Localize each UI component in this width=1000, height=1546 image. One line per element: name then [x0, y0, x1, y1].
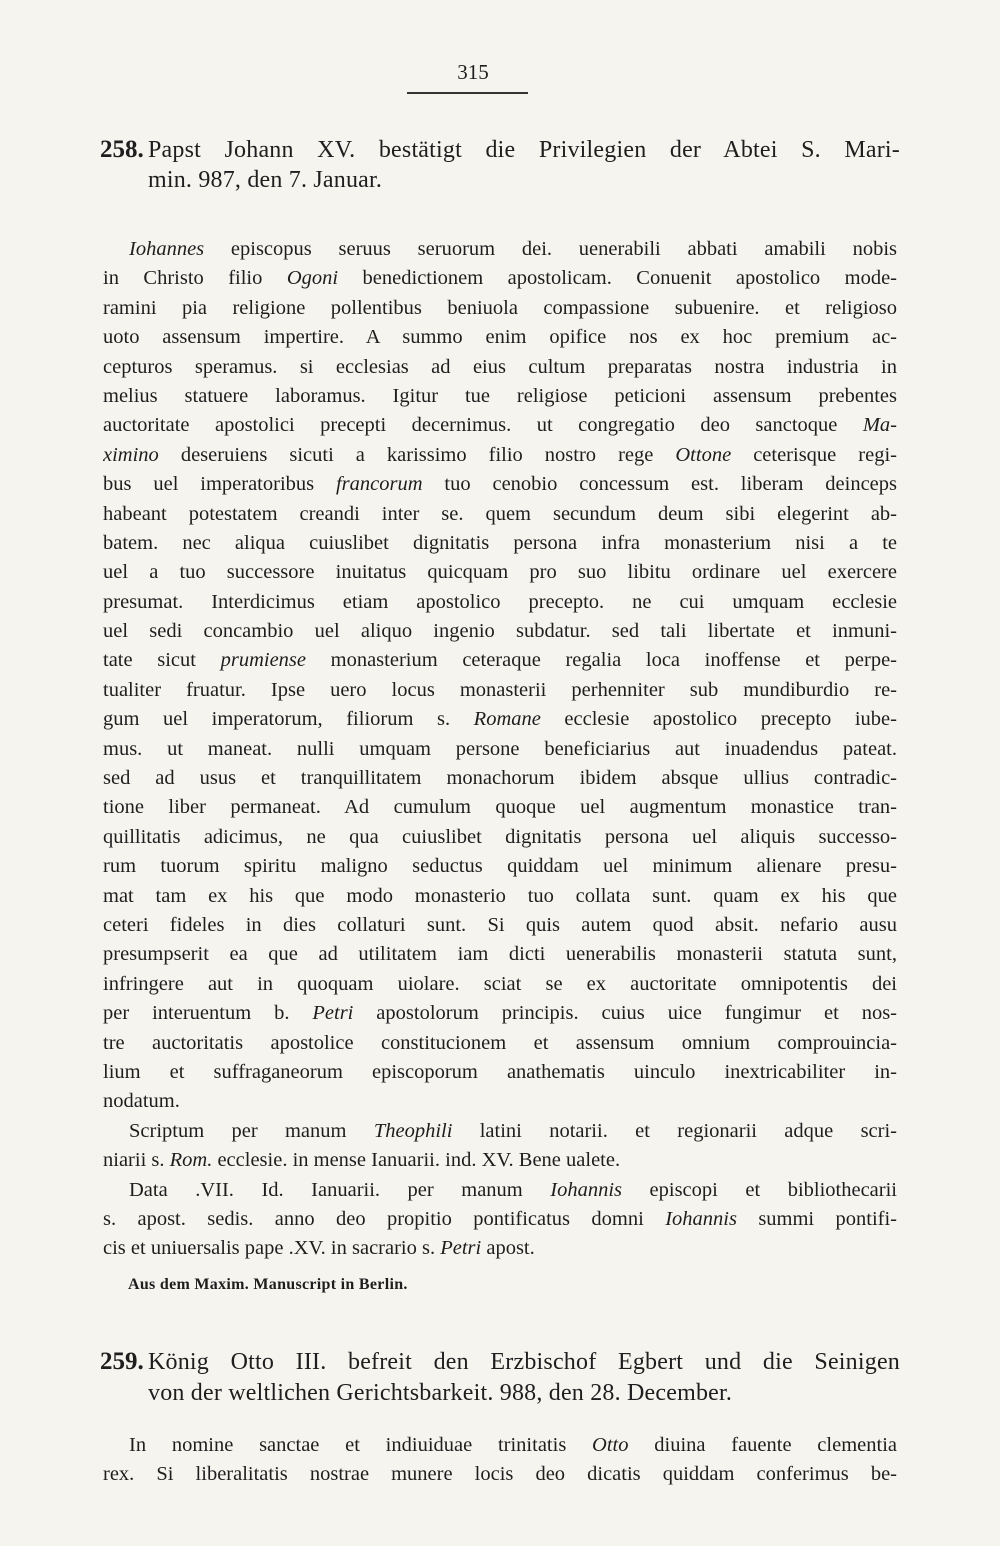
text-line [103, 1431, 897, 1460]
italic-name: Ottone [675, 443, 732, 466]
text-line [103, 646, 897, 675]
text-segment: tualiter fruatur. Ipse uero locus monasterii perhenniter sub mundiburdio re- [103, 678, 897, 701]
text-line [103, 1117, 897, 1146]
text-segment: bus uel imperatoribus [103, 473, 336, 496]
document-title-line: von der weltlichen Gerichtsbarkeit. 988, den 28. December. [148, 1380, 733, 1406]
text-segment: per interuentum b. [103, 1002, 313, 1025]
text-segment: In nomine sanctae et indiuiduae trinitatis [129, 1434, 593, 1456]
text-segment: summi pontifi- [736, 1207, 897, 1230]
text-segment: diuina fauente clementia [628, 1434, 897, 1456]
document-number: 259. [100, 1348, 144, 1375]
text-line [103, 1234, 897, 1263]
text-line [103, 999, 897, 1028]
text-segment: tre auctoritatis apostolice constitucionem et assensum omnium comprouincia- [103, 1031, 897, 1054]
document-258-body [103, 235, 897, 1264]
text-line [103, 911, 897, 940]
italic-name: Ma- [862, 414, 897, 437]
text-line [103, 264, 897, 293]
text-segment: lium et suffraganeorum episcoporum anathematis uinculo inextricabiliter in- [103, 1060, 897, 1083]
document-title-line: Papst Johann XV. bestätigt die Privilegien der Abtei S. Mari- [148, 137, 900, 163]
text-segment: benedictionem apostolicam. Conuenit apostolico mode- [338, 267, 897, 290]
text-line [103, 852, 897, 881]
text-segment: in Christo filio [103, 267, 287, 290]
text-segment: tate sicut [103, 649, 221, 672]
text-line [103, 235, 897, 264]
text-segment: sed ad usus et tranquillitatem monachorum ibidem absque ullius contradic- [103, 767, 897, 790]
text-line [103, 940, 897, 969]
text-line [103, 1058, 897, 1087]
text-line [103, 441, 897, 470]
italic-name: Ogoni [286, 267, 339, 290]
text-segment: rex. Si liberalitatis nostrae munere locis deo dicatis quiddam conferimus be- [103, 1463, 897, 1486]
italic-name: Rom. [169, 1149, 213, 1172]
text-segment: tuo cenobio concessum est. liberam deinceps [422, 473, 897, 496]
text-segment: latini notarii. et regionarii adque scri- [452, 1119, 897, 1142]
text-segment: deseruiens sicuti a karissimo filio nostro rege [158, 443, 676, 466]
text-line [103, 558, 897, 587]
text-segment: mus. ut maneat. nulli umquam persone beneficiarius aut inuadendus pateat. [103, 737, 897, 760]
italic-name: Iohannes [129, 238, 205, 260]
text-segment: cepturos speramus. si ecclesias ad eius cultum preparatas nostra industria in [103, 355, 897, 378]
italic-name: Otto [592, 1434, 629, 1456]
text-line [103, 294, 897, 323]
text-segment: presumpserit ea que ad utilitatem iam dicti uenerabilis monasterii statuta sunt, [103, 943, 897, 966]
italic-name: francorum [335, 473, 423, 496]
text-line [103, 793, 897, 822]
italic-name: Petri [312, 1002, 354, 1025]
text-line [103, 470, 897, 499]
document-259-body [103, 1431, 897, 1490]
source-note: Aus dem Maxim. Manuscript in Berlin. [128, 1276, 408, 1293]
text-line [103, 529, 897, 558]
text-segment: ceterisque regi- [731, 443, 897, 466]
text-segment: s. apost. sedis. anno deo propitio pontificatus domni [103, 1207, 666, 1230]
text-segment: ecclesie. in mense Ianuarii. ind. XV. Bene ualete. [212, 1149, 621, 1172]
text-line [103, 1205, 897, 1234]
italic-name: Iohannis [665, 1207, 737, 1230]
text-line [103, 1087, 897, 1116]
text-line [103, 735, 897, 764]
text-line [103, 1029, 897, 1058]
text-segment: mat tam ex his que modo monasterio tuo collata sunt. quam ex his que [103, 884, 897, 907]
text-line [103, 500, 897, 529]
text-segment: gum uel imperatorum, filiorum s. [103, 708, 474, 731]
text-segment: nodatum. [103, 1090, 180, 1113]
text-segment: episcopi et bibliothecarii [622, 1178, 897, 1201]
text-segment: Data .VII. Id. Ianuarii. per manum [129, 1178, 551, 1201]
text-line [103, 970, 897, 999]
text-line [103, 411, 897, 440]
italic-name: ximino [103, 443, 159, 466]
text-line [103, 823, 897, 852]
text-segment: niarii s. [103, 1149, 170, 1172]
text-segment: cis et uniuersalis pape .XV. in sacrario s. [103, 1237, 441, 1260]
text-segment: rum tuorum spiritu maligno seductus quiddam uel minimum alienare presu- [103, 855, 897, 878]
text-line [103, 676, 897, 705]
text-line [103, 705, 897, 734]
text-segment: uoto assensum impertire. A summo enim opifice nos ex hoc premium ac- [103, 326, 897, 349]
document-title-line: König Otto III. befreit den Erzbischof Egbert und die Seinigen [148, 1349, 900, 1375]
text-line [103, 764, 897, 793]
text-segment: ramini pia religione pollentibus beniuola compassione subuenire. et religioso [103, 296, 897, 319]
text-segment: presumat. Interdicimus etiam apostolico precepto. ne cui umquam ecclesie [103, 590, 897, 613]
italic-name: prumiense [220, 649, 306, 672]
text-segment: uel a tuo successore inuitatus quicquam pro suo libitu ordinare uel exercere [103, 561, 897, 584]
text-segment: uel sedi concambio uel aliquo ingenio subdatur. sed tali libertate et inmuni- [103, 620, 897, 643]
text-line [103, 1176, 897, 1205]
text-segment: monasterium ceteraque regalia loca inoffense et perpe- [306, 649, 897, 672]
text-line [103, 617, 897, 646]
text-segment: batem. nec aliqua cuiuslibet dignitatis persona infra monasterium nisi a te [103, 531, 897, 554]
text-segment: infringere aut in quoquam uiolare. sciat se ex auctoritate omnipotentis dei [103, 972, 897, 995]
text-segment: melius statuere laboramus. Igitur tue religiose peticioni assensum prebentes [103, 384, 897, 407]
page-number-rule [407, 92, 528, 94]
text-line [103, 882, 897, 911]
text-line [103, 323, 897, 352]
text-line [103, 1146, 897, 1175]
italic-name: Romane [473, 708, 541, 731]
text-segment: habeant potestatem creandi inter se. quem secundum deum sibi elegerint ab- [103, 502, 897, 525]
text-line [103, 382, 897, 411]
italic-name: Theophili [373, 1119, 453, 1142]
italic-name: Iohannis [550, 1178, 623, 1201]
text-segment: episcopus seruus seruorum dei. uenerabili abbati amabili nobis [204, 238, 897, 260]
text-segment: apost. [481, 1237, 535, 1260]
text-segment: Scriptum per manum [129, 1119, 374, 1142]
document-number: 258. [100, 136, 144, 163]
page-number: 315 [457, 60, 489, 84]
text-segment: auctoritate apostolici precepti decernimus. ut congregatio deo sanctoque [103, 414, 863, 437]
text-line [103, 588, 897, 617]
document-title-line: min. 987, den 7. Januar. [148, 167, 383, 193]
text-segment: apostolorum principis. cuius uice fungimur et nos- [353, 1002, 897, 1025]
text-segment: quillitatis adicimus, ne qua cuiuslibet dignitatis persona uel aliquis successo- [103, 825, 897, 848]
text-segment: ceteri fideles in dies collaturi sunt. Si quis autem quod absit. nefario ausu [103, 913, 897, 936]
text-segment: ecclesie apostolico precepto iube- [540, 708, 897, 731]
text-line [103, 353, 897, 382]
italic-name: Petri [440, 1237, 482, 1260]
text-segment: tione liber permaneat. Ad cumulum quoque uel augmentum monastice tran- [103, 796, 897, 819]
text-line [103, 1460, 897, 1489]
